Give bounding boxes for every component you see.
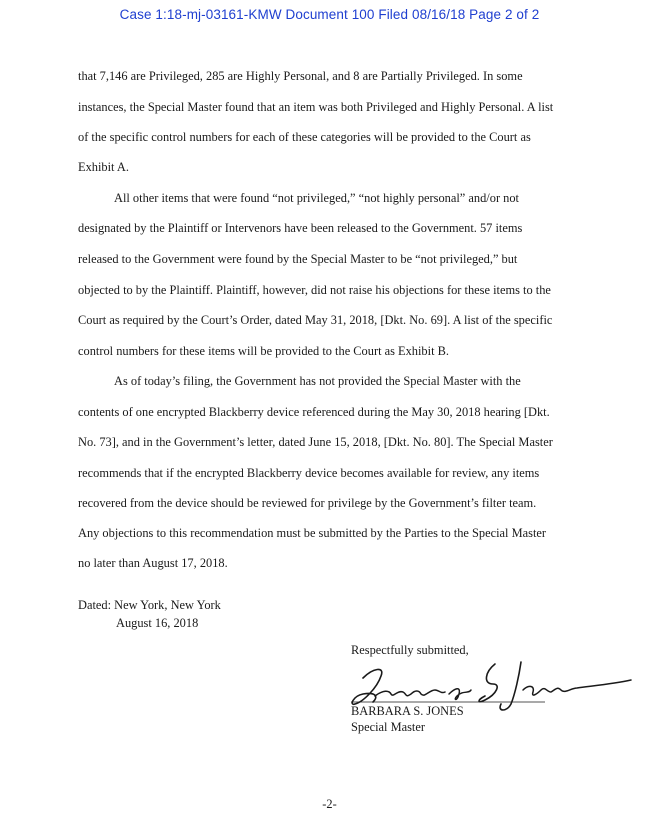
body-line: of the specific control numbers for each of these categories will be provided to the Court as [78,130,531,144]
dated-block [78,596,221,632]
body-line: recommends that if the encrypted Blackberry device becomes available for review, any items [78,466,540,480]
body-line: contents of one encrypted Blackberry device referenced during the May 30, 2018 hearing [Dkt. [78,405,550,419]
dated-date: August 16, 2018 [116,616,199,630]
closing: Respectfully submitted, [351,643,469,657]
signer-title: Special Master [351,720,425,734]
body-line: instances, the Special Master found that an item was both Privileged and Highly Personal. A list [78,100,554,114]
body-line: that 7,146 are Privileged, 285 are Highly Personal, and 8 are Partially Privileged. In some [78,69,523,83]
body-line: As of today’s filing, the Government has not provided the Special Master with the [114,374,521,388]
body-line: Exhibit A. [78,160,129,174]
body-line: Any objections to this recommendation must be submitted by the Parties to the Special Master [78,526,547,540]
page-number: -2- [322,797,337,811]
body-line: No. 73], and in the Government’s letter, dated June 15, 2018, [Dkt. No. 80]. The Special Master [78,435,553,449]
case-header: Case 1:18-mj-03161-KMW Document 100 Filed 08/16/18 Page 2 of 2 [119,7,540,22]
body-line: recovered from the device should be reviewed for privilege by the Government’s filter team. [78,496,537,510]
body-line: no later than August 17, 2018. [78,556,228,570]
body-line: objected to by the Plaintiff. Plaintiff, however, did not raise his objections for these items to the [78,283,551,297]
body-line: released to the Government were found by the Special Master to be “not privileged,” but [78,252,518,266]
body-line: All other items that were found “not privileged,” “not highly personal” and/or not [114,191,519,205]
body-line: control numbers for these items will be provided to the Court as Exhibit B. [78,344,449,358]
body-line: Court as required by the Court’s Order, dated May 31, 2018, [Dkt. No. 69]. A list of the specific [78,313,553,327]
signer-name: BARBARA S. JONES [351,704,464,718]
dated-location: Dated: New York, New York [78,598,221,612]
body-line: designated by the Plaintiff or Intervenors have been released to the Government. 57 items [78,221,523,235]
